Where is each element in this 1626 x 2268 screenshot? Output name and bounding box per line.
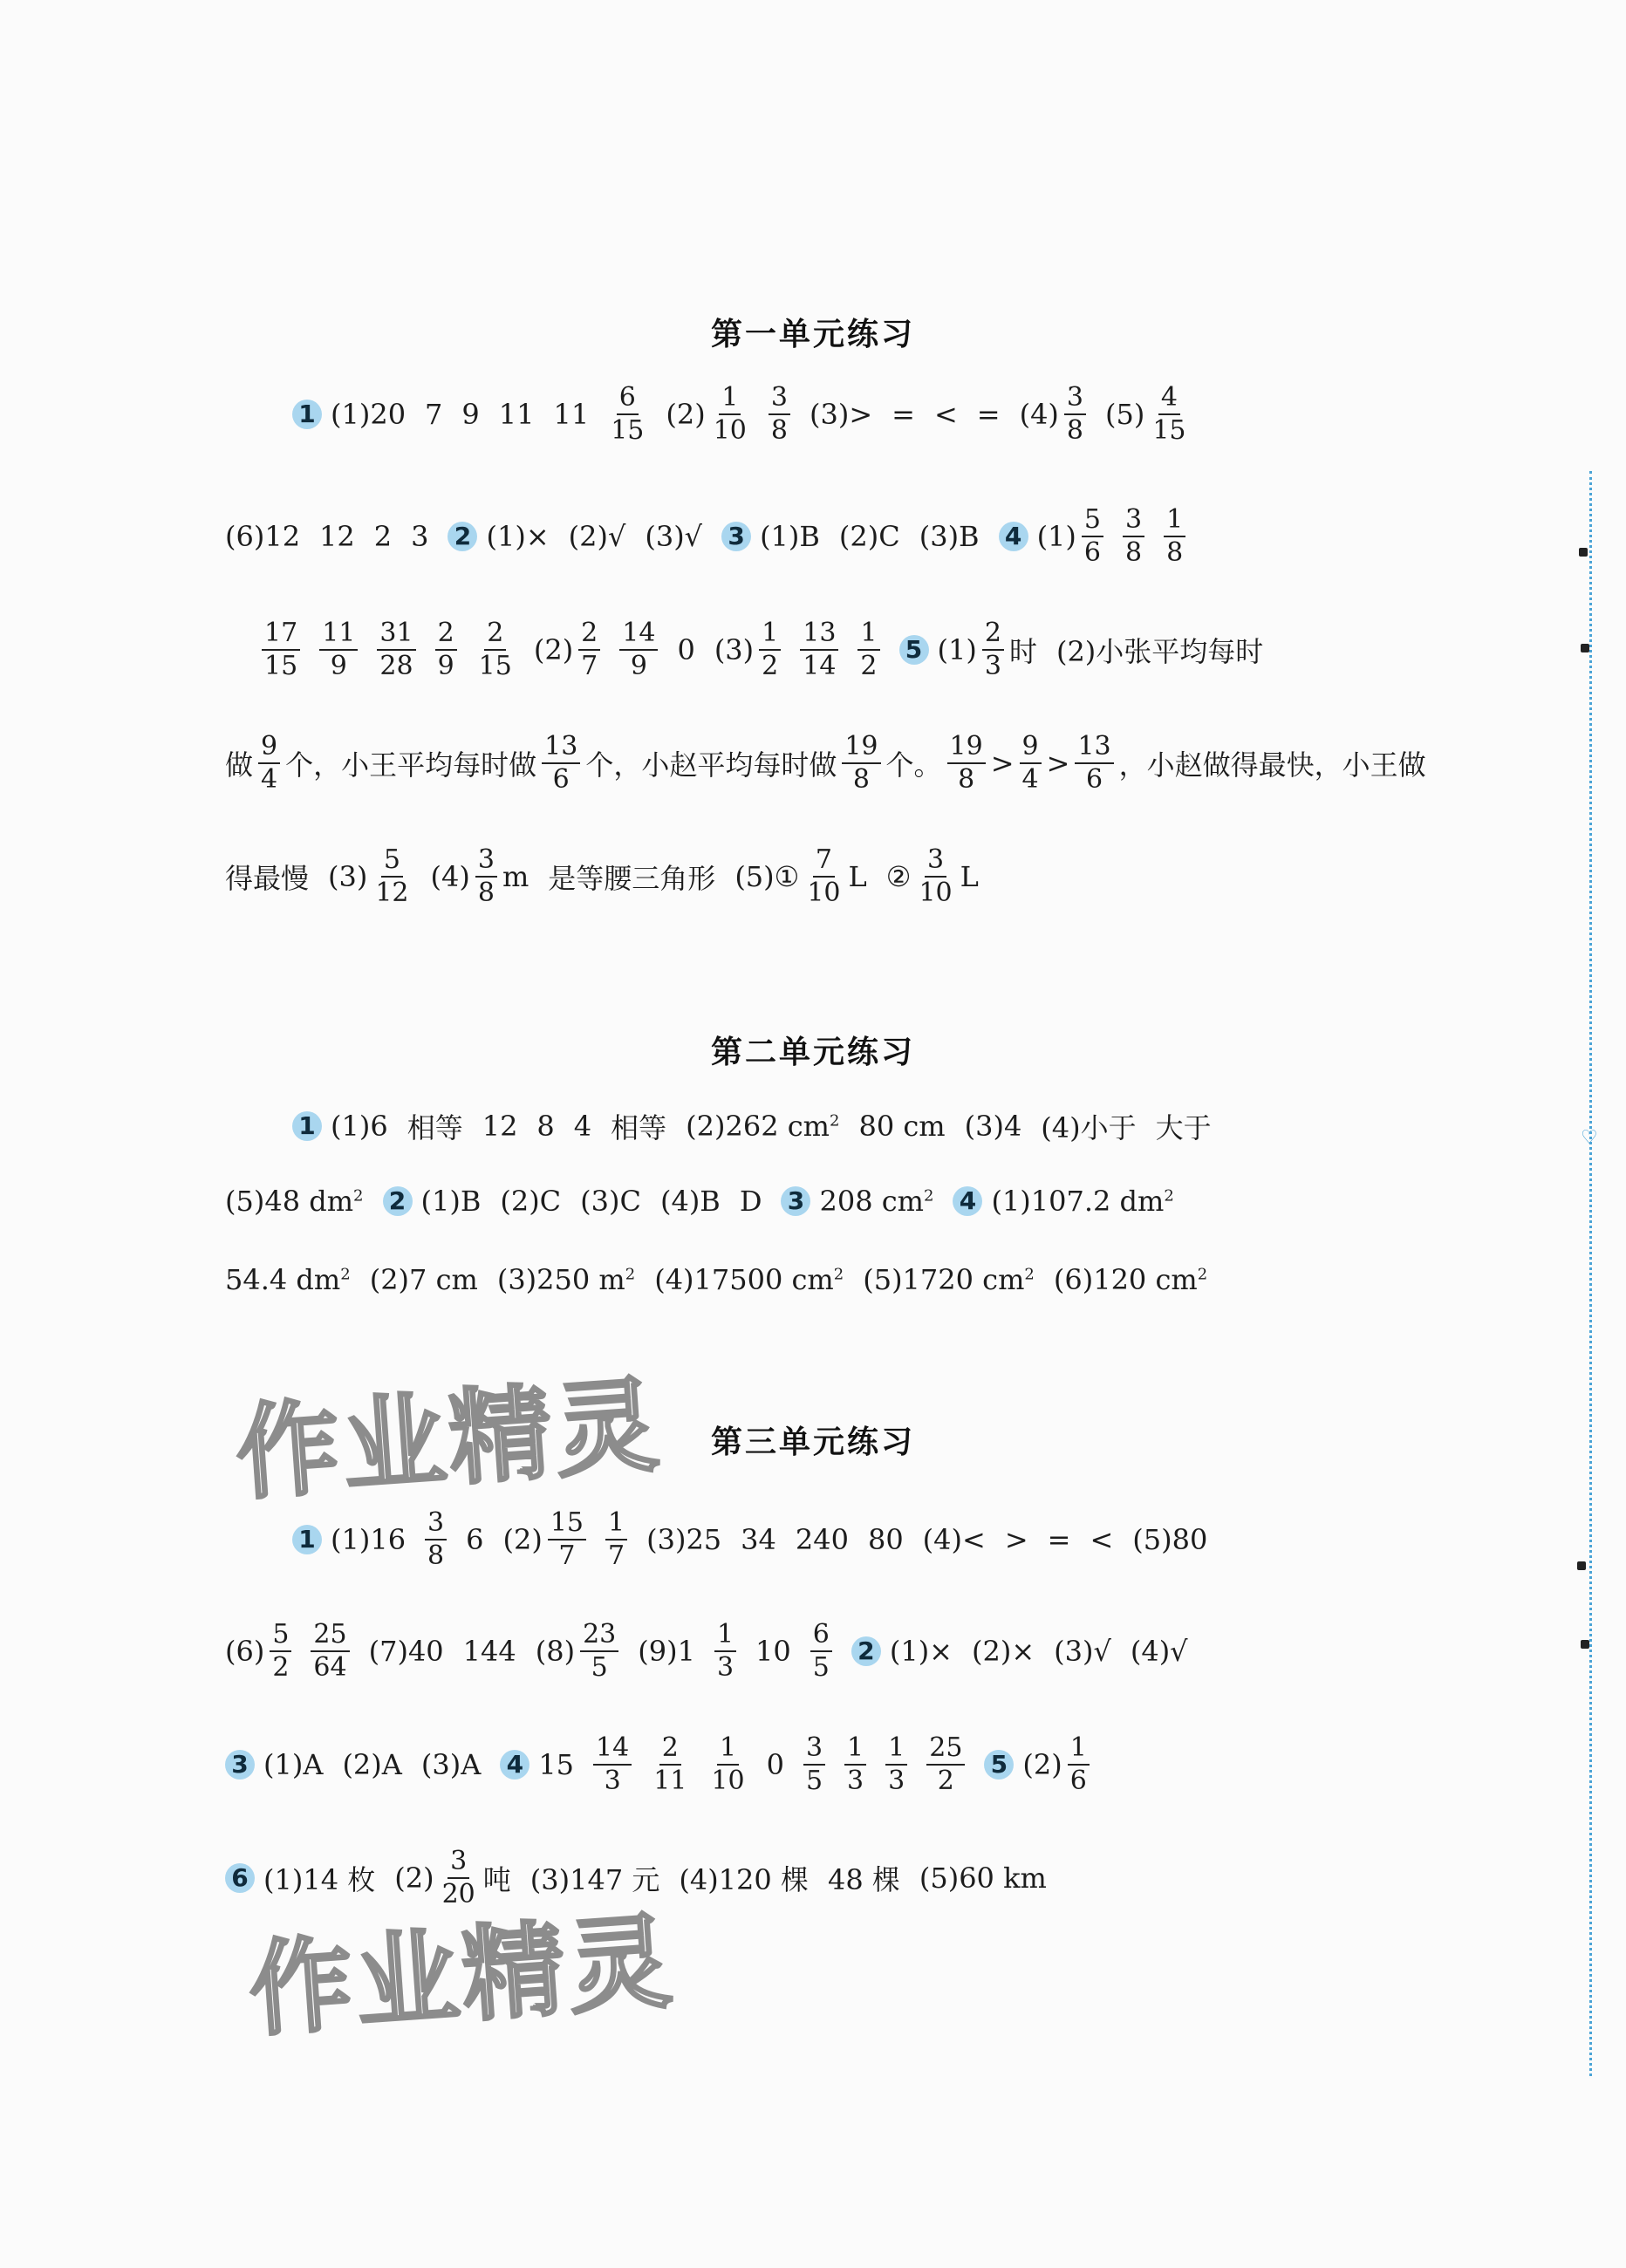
answer-text: (1)14 枚 [263,1862,376,1896]
answer-text: 做 [225,748,254,782]
answer-text: 4 [573,1110,592,1143]
answer-text: 12 [482,1110,518,1143]
answer-text: (4)B [659,1185,721,1218]
u1-line1 [292,384,1208,444]
answer-text: (5) [1105,397,1145,431]
answer-text: (2)A [342,1747,402,1781]
fraction: $\frac{9}{4}$ [1020,733,1042,793]
fraction: $\frac{11}{9}$ [319,619,358,680]
edge-mark-icon [1579,548,1588,557]
answer-text: 得最慢 [225,861,310,895]
answer-text: (4) [430,859,470,893]
u3-line3 [225,1734,1109,1794]
fraction: $\frac{17}{15}$ [262,619,300,680]
section-title-unit1: 第一单元练习 [710,317,915,352]
fraction: $\frac{13}{6}$ [1075,733,1113,793]
answer-text: (2)7 cm [369,1263,478,1296]
fraction: $\frac{2}{15}$ [478,618,512,681]
fraction: $\frac{3}{8}$ [1064,384,1086,444]
answer-text: 10 [755,1634,791,1668]
answer-text: (2)小张平均每时 [1056,634,1264,668]
answer-text: ，小赵做得最快，小王做 [1118,748,1426,782]
answer-text: 11 [498,397,535,431]
answer-text: = [976,397,1001,431]
answer-text: (1)20 [331,397,406,431]
answer-text: 12 [319,519,355,553]
answer-text: (2) [502,1522,543,1556]
fraction: $\frac{25}{2}$ [926,1734,965,1794]
fraction: $\frac{1}{3}$ [885,1734,907,1794]
answer-text: > [990,746,1015,780]
answer-text: (2)C [500,1185,562,1218]
answer-text: m [502,859,529,893]
u1-line3 [262,619,1282,680]
answer-text: (4)√ [1130,1634,1188,1668]
watermark-logo: 作业精灵 [245,1901,679,2051]
u2-line1 [292,1106,1231,1146]
fraction: $\frac{15}{7}$ [548,1509,586,1569]
answer-text: 3 [411,519,429,553]
answer-text: (1)B [420,1185,482,1218]
answer-text: (3) [328,859,368,893]
answer-text: > [1046,746,1070,780]
fraction: $\frac{9}{4}$ [258,733,280,793]
answer-text: (3)> [810,397,873,431]
answer-text: 大于 [1155,1111,1212,1144]
fraction: $\frac{25}{64}$ [311,1621,349,1681]
question-number-badge: 6 [225,1863,255,1893]
answer-text: 2 [373,519,393,553]
answer-text: (5)① [734,859,800,893]
answer-text: (1)6 [331,1110,388,1143]
u2-line3 [225,1263,1226,1296]
edge-mark-icon [1581,644,1589,652]
question-number-badge: 3 [225,1750,255,1780]
answer-text: (3)250 $m^2$ [496,1263,636,1296]
fraction: $\frac{5}{2}$ [270,1621,291,1681]
fraction: $\frac{2}{11}$ [653,1732,687,1796]
answer-text: (3)4 [964,1110,1022,1143]
answer-text: 7 [425,397,443,431]
fraction: $\frac{1}{3}$ [844,1734,866,1794]
answer-text: (3)147 元 [529,1862,660,1896]
fraction: $\frac{5}{12}$ [375,844,409,908]
fraction: $\frac{7}{10}$ [807,844,841,908]
section-title-unit3: 第三单元练习 [710,1424,915,1460]
answer-text: L [960,859,979,893]
answer-text: 个，小赵平均每时做 [585,748,837,782]
fraction: $\frac{3}{8}$ [769,384,790,444]
answer-text: 是等腰三角形 [548,861,716,895]
answer-text: 54.4 $dm^2$ [225,1263,351,1296]
answer-text: ② [885,859,912,893]
u3-line1 [292,1509,1226,1569]
answer-text: < [1090,1522,1114,1556]
fraction: $\frac{3}{8}$ [1123,506,1144,566]
answer-text: (3)√ [1054,1634,1111,1668]
fraction: $\frac{19}{8}$ [947,733,986,793]
question-number-badge: 2 [383,1186,413,1216]
question-number-badge: 4 [999,522,1028,551]
fraction: $\frac{13}{14}$ [800,619,838,680]
u1-line4 [225,733,1445,793]
answer-text: (2)262 $cm^2$ [686,1110,840,1143]
question-number-badge: 1 [292,1525,322,1554]
answer-text: L [848,859,867,893]
fraction: $\frac{2}{3}$ [982,619,1004,680]
fraction: $\frac{19}{8}$ [842,733,880,793]
answer-text: (4)120 棵 [679,1862,809,1896]
answer-text: (2) [1022,1747,1062,1781]
edge-mark-icon [1577,1561,1586,1570]
fraction: $\frac{1}{2}$ [759,619,781,680]
answer-text: (3)B [919,519,980,553]
question-number-badge: 4 [500,1750,529,1780]
answer-text: 个，小王平均每时做 [285,748,537,782]
fraction: $\frac{31}{28}$ [377,619,415,680]
fraction: $\frac{23}{5}$ [580,1621,618,1681]
fraction: $\frac{4}{15}$ [1152,382,1186,446]
fraction: $\frac{14}{9}$ [619,619,658,680]
answer-text: (1) [1036,519,1076,553]
question-number-badge: 2 [851,1636,881,1666]
answer-text: 相等 [406,1111,463,1144]
question-number-badge: 1 [292,1111,322,1141]
answer-text: (1)× [486,519,550,553]
answer-text: (3) [714,632,755,666]
answer-text: 相等 [611,1111,667,1144]
answer-text: 0 [677,632,695,666]
fraction: $\frac{3}{20}$ [441,1846,475,1909]
answer-text: 80 cm [858,1110,946,1143]
answer-text: (8) [535,1634,576,1668]
answer-text: D [739,1185,762,1218]
answer-text: (4)17500 $cm^2$ [654,1263,844,1296]
answer-text: 208 $cm^2$ [819,1185,934,1218]
answer-text: (5)48 $dm^2$ [225,1185,364,1218]
question-number-badge: 2 [447,522,477,551]
answer-text: (4)< [922,1522,986,1556]
question-number-badge: 1 [292,400,322,429]
answer-text: 11 [553,397,590,431]
answer-text: (1)A [263,1747,324,1781]
question-number-badge: 3 [781,1186,810,1216]
fraction: $\frac{6}{15}$ [611,382,645,446]
u1-line5 [225,846,998,906]
fraction: $\frac{2}{7}$ [578,619,600,680]
answer-text: (6)12 [225,519,301,553]
answer-text: 时 [1008,634,1037,668]
answer-text: (4) [1019,397,1059,431]
question-number-badge: 4 [953,1186,982,1216]
fraction: $\frac{1}{3}$ [714,1621,736,1681]
answer-text: 吨 [482,1862,511,1896]
section-title-unit2: 第二单元练习 [710,1035,915,1070]
heart-icon: ♡ [1581,1127,1598,1149]
answer-text: (2) [394,1861,434,1895]
answer-text: (5)60 km [919,1861,1047,1895]
watermark-logo: 作业精灵 [232,1364,666,1514]
answer-text: 48 棵 [827,1862,900,1896]
question-number-badge: 3 [721,522,751,551]
u3-line2 [225,1621,1207,1681]
answer-text: 9 [461,397,480,431]
answer-text: 80 [867,1522,904,1556]
answer-text: (2) [666,397,706,431]
answer-text: (3)25 [646,1522,722,1556]
answer-text: (1)16 [331,1522,406,1556]
answer-text: = [1047,1522,1071,1556]
fraction: $\frac{1}{10}$ [713,382,747,446]
answer-text: (3)C [580,1185,641,1218]
fraction: $\frac{5}{6}$ [1082,506,1103,566]
fraction: $\frac{3}{10}$ [919,844,953,908]
fraction: $\frac{1}{10}$ [711,1732,745,1796]
answer-text: (2)√ [568,519,626,553]
fraction: $\frac{1}{6}$ [1068,1734,1090,1794]
answer-text: (9)1 [638,1634,695,1668]
u1-line2 [225,506,1205,566]
page-edge-dotted-line [1589,471,1592,2076]
answer-text: (6) [225,1634,265,1668]
answer-text: = [892,397,915,431]
fraction: $\frac{1}{8}$ [1164,506,1185,566]
fraction: $\frac{3}{8}$ [425,1509,447,1569]
answer-text: 15 [538,1747,575,1781]
answer-text: (3)√ [645,519,703,553]
answer-text: 6 [466,1522,484,1556]
answer-text: (4)小于 [1041,1111,1137,1144]
answer-text: (1)B [760,519,820,553]
fraction: $\frac{13}{6}$ [542,733,580,793]
answer-text: 240 [795,1522,849,1556]
answer-text: (3)A [420,1747,482,1781]
answer-text: (2)× [971,1634,1035,1668]
answer-text: 个。 [885,748,942,782]
answer-text: (2) [533,632,574,666]
u2-line2 [225,1185,1193,1218]
question-number-badge: 5 [984,1750,1014,1780]
answer-text: < [933,397,958,431]
fraction: $\frac{2}{9}$ [435,619,457,680]
answer-text: 8 [536,1110,555,1143]
answer-text: (1)107.2 $dm^2$ [991,1185,1174,1218]
fraction: $\frac{3}{8}$ [475,846,497,906]
answer-text: (6)120 $cm^2$ [1053,1263,1208,1296]
answer-text: (2)C [838,519,900,553]
answer-text: (1) [937,632,977,666]
edge-mark-icon [1581,1640,1589,1649]
answer-text: 0 [766,1747,784,1781]
answer-text: > [1004,1522,1028,1556]
fraction: $\frac{1}{7}$ [605,1509,627,1569]
answer-text: 34 [741,1522,776,1556]
fraction: $\frac{3}{5}$ [803,1734,825,1794]
answer-text: (7)40 [368,1634,444,1668]
answer-text: (1)× [889,1634,953,1668]
answer-text: (5)80 [1132,1522,1208,1556]
fraction: $\frac{1}{2}$ [857,619,879,680]
answer-text: 144 [462,1634,516,1668]
fraction: $\frac{6}{5}$ [810,1621,832,1681]
question-number-badge: 5 [899,635,929,665]
answer-text: (5)1720 $cm^2$ [863,1263,1035,1296]
fraction: $\frac{14}{3}$ [593,1734,632,1794]
